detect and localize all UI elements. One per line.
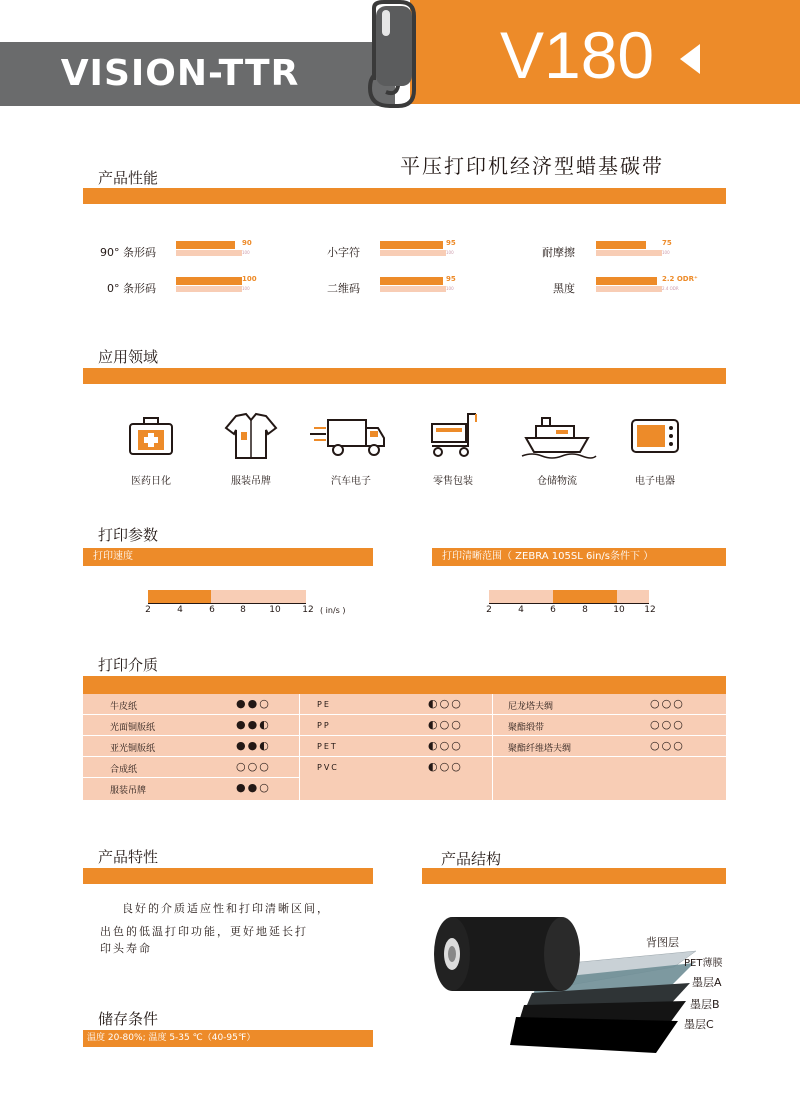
app-label: 电子电器 <box>635 476 675 487</box>
clarity-range-fill <box>553 590 617 603</box>
media-row-divider <box>83 735 726 736</box>
media-name: 亚光铜版纸 <box>110 744 156 754</box>
section-bar-media <box>83 676 726 694</box>
app-label: 仓储物流 <box>537 476 577 487</box>
media-row-divider <box>83 714 726 715</box>
media-rating: ○○○ <box>650 718 685 731</box>
model-name: V180 <box>500 18 655 92</box>
page-subtitle: 平压打印机经济型蜡基碳带 <box>400 154 664 178</box>
section-bar-applications <box>83 368 726 384</box>
media-col-divider <box>492 694 493 800</box>
section-title-features: 产品特性 <box>98 848 159 866</box>
layer-label: PET薄膜 <box>684 958 723 969</box>
media-name: 光面铜版纸 <box>110 723 156 733</box>
speed-tick: 2 <box>145 605 151 615</box>
perf-max: 100 <box>242 286 250 291</box>
perf-fill <box>176 241 235 249</box>
media-name: 合成纸 <box>110 765 138 775</box>
perf-track <box>380 286 446 292</box>
clarity-tick: 12 <box>644 605 656 615</box>
perf-fill <box>176 277 242 285</box>
section-title-structure: 产品结构 <box>441 850 502 868</box>
speed-tick: 8 <box>240 605 246 615</box>
media-name: PP <box>317 721 331 730</box>
media-name: 聚酯缎带 <box>508 723 545 733</box>
perf-value: 95 <box>446 239 456 247</box>
clarity-header: 打印清晰范围（ ZEBRA 105SL 6in/s条件下 ） <box>432 548 726 566</box>
scroll-roll-icon <box>360 0 420 110</box>
media-rating: ●●○ <box>236 781 271 794</box>
perf-track <box>596 286 662 292</box>
app-label: 服装吊牌 <box>231 476 271 487</box>
media-rating: ●●◐ <box>236 718 271 731</box>
perf-value: 75 <box>662 239 672 247</box>
media-row-divider <box>83 756 726 757</box>
perf-meter <box>596 275 698 293</box>
layer-label: 墨层B <box>690 998 720 1011</box>
perf-track <box>596 250 662 256</box>
perf-track <box>176 250 242 256</box>
section-title-performance: 产品性能 <box>98 169 159 187</box>
perf-label: 二维码 <box>327 282 360 295</box>
media-rating: ◐○○ <box>428 697 463 710</box>
layer-label: 背图层 <box>646 936 679 949</box>
clarity-tick: 10 <box>613 605 625 615</box>
triangle-left-icon <box>678 42 702 76</box>
media-rating: ○○○ <box>236 760 271 773</box>
app-label: 零售包装 <box>433 476 473 487</box>
media-name: PET <box>317 742 338 751</box>
media-rating: ●●◐ <box>236 739 271 752</box>
speed-axis <box>148 603 306 604</box>
section-bar-features <box>83 868 373 884</box>
features-line: 良好的介质适应性和打印清晰区间， <box>122 902 330 915</box>
section-title-applications: 应用领域 <box>98 348 159 366</box>
perf-meter <box>380 275 456 293</box>
perf-label: 黑度 <box>553 282 575 295</box>
media-col-divider <box>299 694 300 800</box>
section-bar-structure <box>422 868 726 884</box>
app-label: 汽车电子 <box>331 476 371 487</box>
perf-max: 100 <box>662 250 670 255</box>
media-rating: ●●○ <box>236 697 271 710</box>
media-name: 服装吊牌 <box>110 786 147 796</box>
perf-max: 100 <box>242 250 250 255</box>
section-bar-performance <box>83 188 726 204</box>
media-rating: ◐○○ <box>428 760 463 773</box>
clarity-tick: 2 <box>486 605 492 615</box>
features-line: 出色的低温打印功能，更好地延长打 <box>100 925 308 938</box>
media-rating: ○○○ <box>650 697 685 710</box>
storage-conditions: 温度 20-80%; 温度 5-35 ℃（40-95℉） <box>83 1030 373 1047</box>
speed-tick: 12 <box>302 605 314 615</box>
app-label: 医药日化 <box>131 476 171 487</box>
ship-icon <box>512 410 602 460</box>
perf-value: 100 <box>242 275 257 283</box>
speed-tick: 10 <box>269 605 281 615</box>
perf-label: 90° 条形码 <box>100 246 156 259</box>
speed-header: 打印速度 <box>83 548 373 566</box>
speed-range-fill <box>148 590 211 603</box>
shirt-icon <box>206 410 296 460</box>
clarity-tick: 6 <box>550 605 556 615</box>
speed-tick: 4 <box>177 605 183 615</box>
perf-meter <box>176 275 257 293</box>
perf-max: 2.4 ODR <box>662 286 679 291</box>
perf-meter <box>596 239 672 257</box>
perf-track <box>176 286 242 292</box>
medical-kit-icon <box>106 412 196 462</box>
perf-meter <box>380 239 456 257</box>
perf-label: 小字符 <box>327 246 360 259</box>
clarity-tick: 8 <box>582 605 588 615</box>
section-title-storage: 储存条件 <box>98 1010 159 1028</box>
media-rating: ◐○○ <box>428 718 463 731</box>
shopping-cart-icon <box>408 410 498 460</box>
media-rating: ◐○○ <box>428 739 463 752</box>
perf-value: 90 <box>242 239 252 247</box>
truck-icon <box>306 410 396 460</box>
perf-fill <box>380 277 443 285</box>
perf-fill <box>380 241 443 249</box>
speed-unit: ( in/s ) <box>320 606 346 615</box>
brand-name: VISION-TTR <box>60 53 300 94</box>
perf-label: 耐摩擦 <box>542 246 575 259</box>
perf-value: 95 <box>446 275 456 283</box>
perf-meter <box>176 239 252 257</box>
clarity-axis <box>489 603 649 604</box>
ribbon-structure-diagram <box>428 905 698 1055</box>
media-row-divider <box>83 777 299 778</box>
speed-tick: 6 <box>209 605 215 615</box>
media-name: 聚酯纤维塔夫绸 <box>508 744 572 754</box>
perf-fill <box>596 241 646 249</box>
media-name: PE <box>317 700 331 709</box>
section-title-params: 打印参数 <box>98 526 159 544</box>
features-line: 印头寿命 <box>100 942 152 955</box>
media-table <box>83 694 726 800</box>
perf-label: 0° 条形码 <box>107 282 156 295</box>
perf-fill <box>596 277 657 285</box>
media-rating: ○○○ <box>650 739 685 752</box>
perf-track <box>380 250 446 256</box>
layer-label: 墨层C <box>684 1018 714 1031</box>
clarity-tick: 4 <box>518 605 524 615</box>
media-name: PVC <box>317 763 339 772</box>
microwave-icon <box>610 410 700 460</box>
perf-value: 2.2 ODR⁺ <box>662 275 698 283</box>
media-name: 牛皮纸 <box>110 702 138 712</box>
perf-max: 100 <box>446 286 454 291</box>
media-name: 尼龙塔夫绸 <box>508 702 554 712</box>
perf-max: 100 <box>446 250 454 255</box>
section-title-media: 打印介质 <box>98 656 159 674</box>
layer-label: 墨层A <box>692 976 722 989</box>
